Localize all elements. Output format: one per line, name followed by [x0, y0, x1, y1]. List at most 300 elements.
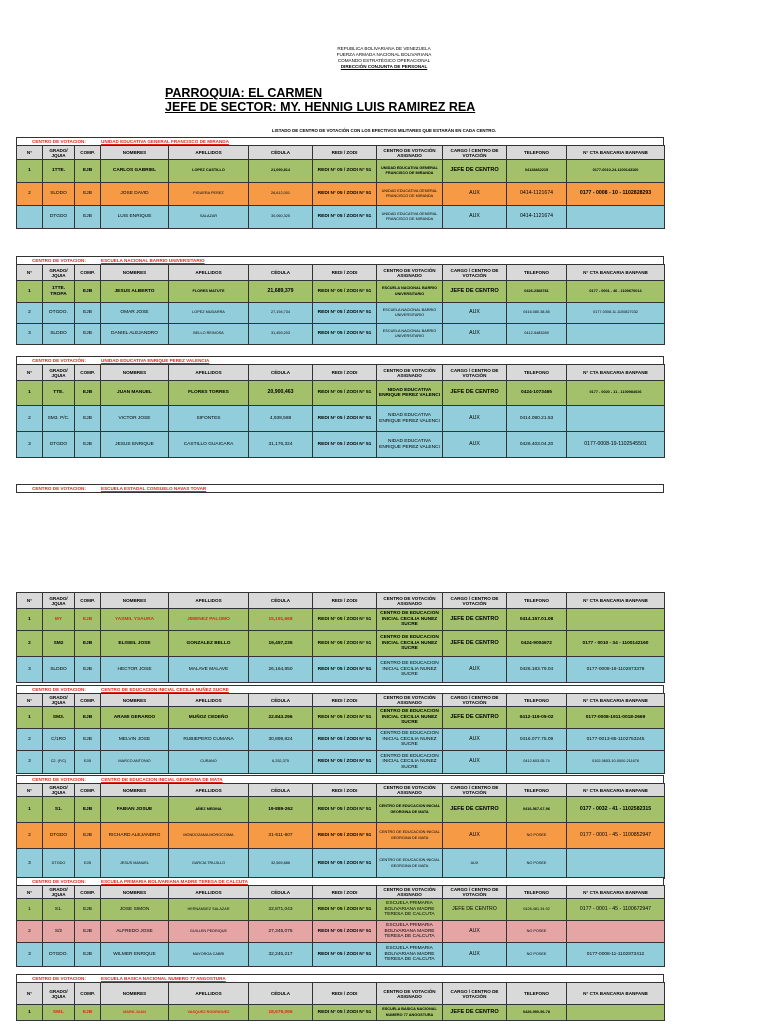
cell-centro: UNIDAD EDUCATIVA GENERAL FRANCISCO DE MIRANDA: [377, 160, 443, 183]
col-nombres: NOMBRES: [101, 983, 169, 1005]
cell-apellidos: GARCIA TRUJILLO: [169, 849, 249, 879]
cell-n: 1: [17, 281, 43, 303]
parroquia-title: PARROQUIA: EL CARMEN: [165, 86, 323, 100]
cell-nombres: MELVIN JOSE: [101, 729, 169, 751]
table-row: [17, 609, 665, 631]
section-6: [16, 775, 664, 879]
cell-telefono: 0426.183.79.04: [507, 657, 567, 683]
cell-grado: SLDDO: [43, 657, 75, 683]
cell-redi: REDI N° 05 / ZODI N° 51: [313, 707, 377, 729]
col-apellidos: APELLIDOS: [169, 983, 249, 1005]
cell-cedula: 4,939,588: [249, 406, 313, 432]
cell-cedula: 32,569,886: [249, 849, 313, 879]
col-grado: GRADO/ JQUIA: [43, 886, 75, 899]
cell-centro: ESCUELA PRIMARIA BOLIVARIANA MADRE TERESA DE CALCUTA: [377, 921, 443, 943]
cell-nombres: RICHARD ALEJANDRO: [101, 823, 169, 849]
cell-centro: CENTRO DE EDUCACION INICIAL CECILIA NUNEZ SUCRE: [377, 729, 443, 751]
cell-centro: NIDAD EDUCATIVA ENRIQUE PEREZ VALENCI: [377, 432, 443, 458]
cell-redi: REDI N° 05 / ZODI N° 51: [313, 797, 377, 823]
cell-cta: [567, 1005, 665, 1021]
cell-nombres: JESUS MANUEL: [101, 849, 169, 879]
col-cedula: CÉDULA: [249, 593, 313, 609]
cell-comp: EJB: [75, 797, 101, 823]
cell-redi: REDI N° 05 / ZODI N° 51: [313, 303, 377, 324]
cell-telefono: NO POSEE: [507, 943, 567, 967]
cell-telefono: 0424-9004672: [507, 631, 567, 657]
col-n: N°: [17, 265, 43, 281]
cell-apellidos: GONZALEZ BELLO: [169, 631, 249, 657]
cell-redi: REDI N° 05 / ZODI N° 51: [313, 381, 377, 406]
table-row: [17, 303, 665, 324]
table-row: [17, 406, 665, 432]
cell-n: 1: [17, 381, 43, 406]
col-redi: REDI / ZODI: [313, 265, 377, 281]
section-4: [16, 592, 664, 683]
cell-comp: EJB: [75, 381, 101, 406]
section-1: [16, 256, 664, 345]
cell-grado: DTGDO.: [43, 943, 75, 967]
col-cargo: CARGO / CENTRO DE VOTACIÓN: [443, 146, 507, 160]
cell-cta: 0177-0008-11-1102873412: [567, 943, 665, 967]
cell-cargo: AUX: [443, 406, 507, 432]
cell-telefono: 0412-5483289: [507, 324, 567, 345]
cell-nombres: LUIS ENRIQUE: [101, 206, 169, 229]
section-5-cv-header: [16, 685, 664, 693]
cell-cargo: AUX: [443, 943, 507, 967]
col-apellidos: APELLIDOS: [169, 593, 249, 609]
cell-telefono: 0426.481.34.92: [507, 899, 567, 921]
cell-nombres: DANIEL ALEJANDRO: [101, 324, 169, 345]
table-row: [17, 899, 665, 921]
cell-cargo: JEFE DE CENTRO: [443, 1005, 507, 1021]
cell-redi: REDI N° 05 / ZODI N° 51: [313, 921, 377, 943]
col-n: N°: [17, 983, 43, 1005]
cell-comp: EJB: [75, 1005, 101, 1021]
cv-name: ESCUELA PRIMARIA BOLIVARIANA MADRE TERESA DE CALCUTA: [101, 879, 248, 884]
cv-label: CENTRO DE VOTACIÓN:: [32, 358, 86, 363]
cell-grado: C2. (F/C): [43, 751, 75, 774]
cell-apellidos: CASTILLO GUAICARA: [169, 432, 249, 458]
column-header-row: [17, 146, 665, 160]
section-3: [16, 484, 664, 493]
cell-cta: [567, 921, 665, 943]
cell-centro: ESCUELA BASICA NACIONAL NUMERO 77 ANGOSTURA: [377, 1005, 443, 1021]
col-cta: N° CTA BANCARIA BANFANB: [567, 593, 665, 609]
cell-telefono: 0426.403.04.20: [507, 432, 567, 458]
cell-centro: UNIDAD EDUCATIVA GENERAL FRANCISCO DE MIRANDA: [377, 183, 443, 206]
cell-n: 3: [17, 657, 43, 683]
cell-telefono: 0412-119-05-02: [507, 707, 567, 729]
cell-cedula: 27,345,075: [249, 921, 313, 943]
cell-n: 2: [17, 303, 43, 324]
cell-apellidos: GUILLEN PEDRIQUE: [169, 921, 249, 943]
cell-cedula: 20,900,463: [249, 381, 313, 406]
cell-cta: 0177-0008-1911-0018-2669: [567, 707, 665, 729]
col-comp: COMP.: [75, 694, 101, 707]
cell-grado: DTGDO: [43, 849, 75, 879]
cell-apellidos: SIFONTES: [169, 406, 249, 432]
col-cedula: CÉDULA: [249, 886, 313, 899]
cell-n: 2: [17, 631, 43, 657]
cell-cargo: JEFE DE CENTRO: [443, 160, 507, 183]
cell-centro: ESCUELA PRIMARIA BOLIVARIANA MADRE TERESA DE CALCUTA: [377, 899, 443, 921]
section-1-cv-header: [16, 256, 664, 264]
cv-label: CENTRO DE VOTACION:: [32, 976, 86, 981]
cell-telefono: 0426-2368781: [507, 281, 567, 303]
cell-redi: REDI N° 05 / ZODI N° 51: [313, 943, 377, 967]
col-grado: GRADO/ JQUIA: [43, 784, 75, 797]
cv-name: CENTRO DE EDUCACION INICIAL CECILIA NUÑEZ SUCRE: [101, 687, 229, 692]
col-redi: REDI / ZODI: [313, 983, 377, 1005]
cell-nombres: VICTOR JOSE: [101, 406, 169, 432]
cell-centro: CENTRO DE EDUCACION INICIAL CECILIA NUNEZ SUCRE: [377, 751, 443, 774]
cell-grado: SM3.: [43, 707, 75, 729]
cell-grado: SM1.: [43, 1005, 75, 1021]
col-redi: REDI / ZODI: [313, 365, 377, 381]
cell-cargo: AUX: [443, 303, 507, 324]
col-nombres: NOMBRES: [101, 593, 169, 609]
cell-n: 1: [17, 1005, 43, 1021]
col-n: N°: [17, 146, 43, 160]
cell-apellidos: LOPEZ MUDARRA: [169, 303, 249, 324]
cell-cta: 0177 - 0020 - 11 - 1100984026: [567, 381, 665, 406]
section-4-table: [16, 592, 665, 683]
cell-n: 3: [17, 432, 43, 458]
col-redi: REDI / ZODI: [313, 886, 377, 899]
table-row: [17, 797, 665, 823]
section-3-cv-header: [16, 484, 664, 493]
cell-apellidos: MUÑOZ CEDEÑO: [169, 707, 249, 729]
cell-cargo: AUX: [443, 823, 507, 849]
column-header-row: [17, 365, 665, 381]
cell-redi: REDI N° 05 / ZODI N° 51: [313, 849, 377, 879]
cell-grado: S/2: [43, 921, 75, 943]
cell-centro: UNIDAD EDUCATIVA GENERAL FRANCISCO DE MIRANDA: [377, 206, 443, 229]
col-grado: GRADO/ JQUIA: [43, 146, 75, 160]
cell-n: 1: [17, 609, 43, 631]
cell-redi: REDI N° 05 / ZODI N° 51: [313, 432, 377, 458]
table-row: [17, 206, 665, 229]
table-row: [17, 324, 665, 345]
cell-cargo: JEFE DE CENTRO: [443, 707, 507, 729]
col-comp: COMP.: [75, 265, 101, 281]
col-centro: CENTRO DE VOTACIÓN ASIGNADO: [377, 593, 443, 609]
col-grado: GRADO/ JQUIA: [43, 983, 75, 1005]
col-cedula: CÉDULA: [249, 146, 313, 160]
cell-apellidos: CURANO: [169, 751, 249, 774]
cell-comp: EJB: [75, 183, 101, 206]
col-cedula: CÉDULA: [249, 694, 313, 707]
cell-cta: 0177 - 0001 - 45 - 1100672947: [567, 899, 665, 921]
col-cedula: CÉDULA: [249, 365, 313, 381]
cell-cta: [567, 609, 665, 631]
cell-redi: REDI N° 05 / ZODI N° 51: [313, 160, 377, 183]
cell-centro: CENTRO DE EDUCACION INICIAL CECILIA NUNEZ SUCRE: [377, 657, 443, 683]
cell-cargo: JEFE DE CENTRO: [443, 609, 507, 631]
col-apellidos: APELLIDOS: [169, 784, 249, 797]
cell-cedula: 21,090,814: [249, 160, 313, 183]
col-n: N°: [17, 365, 43, 381]
cell-grado: DTGDO: [43, 206, 75, 229]
cell-centro: ESCUELA PRIMARIA BOLIVARIANA MADRE TERESA DE CALCUTA: [377, 943, 443, 967]
col-apellidos: APELLIDOS: [169, 146, 249, 160]
cell-telefono: 04128462215: [507, 160, 567, 183]
cell-n: 2: [17, 823, 43, 849]
cell-grado: 1TTE. TROPA: [43, 281, 75, 303]
table-row: [17, 631, 665, 657]
cv-name: UNIDAD EDUCATIVA GENERAL FRANCISCO DE MIRANDA: [101, 139, 229, 144]
cell-redi: REDI N° 05 / ZODI N° 51: [313, 899, 377, 921]
cell-cargo: AUX: [443, 432, 507, 458]
cell-cedula: 21,689,379: [249, 281, 313, 303]
cell-apellidos: MAYORGA CABRI: [169, 943, 249, 967]
col-n: N°: [17, 886, 43, 899]
section-8-table: [16, 982, 665, 1021]
table-row: [17, 432, 665, 458]
cell-nombres: ALFREDO JOSE: [101, 921, 169, 943]
col-grado: GRADO/ JQUIA: [43, 593, 75, 609]
cell-centro: ESCUELA NACIONAL BARRIO UNIVERSITARIO: [377, 324, 443, 345]
cell-n: 2: [17, 183, 43, 206]
section-2-table: [16, 364, 665, 458]
cell-centro: ESCUELA NACIONAL BARRIO UNIVERSITARIO: [377, 303, 443, 324]
cell-nombres: OMAR JOSE: [101, 303, 169, 324]
cell-redi: REDI N° 05 / ZODI N° 51: [313, 751, 377, 774]
col-telefono: TELEFONO: [507, 365, 567, 381]
header-comando: COMANDO ESTRATÉGICO OPERACIONAL: [337, 58, 431, 63]
cell-cedula: 31,459,203: [249, 324, 313, 345]
col-cta: N° CTA BANCARIA BANFANB: [567, 886, 665, 899]
section-1-table: [16, 264, 665, 345]
cell-nombres: JOSE DAVID: [101, 183, 169, 206]
cell-grado: TTE.: [43, 381, 75, 406]
section-8: [16, 974, 664, 1021]
table-row: [17, 381, 665, 406]
cell-cargo: JEFE DE CENTRO: [443, 899, 507, 921]
table-row: [17, 1005, 665, 1021]
col-cargo: CARGO / CENTRO DE VOTACIÓN: [443, 694, 507, 707]
col-centro: CENTRO DE VOTACIÓN ASIGNADO: [377, 146, 443, 160]
col-redi: REDI / ZODI: [313, 694, 377, 707]
cell-telefono: 0414.080.21.53: [507, 406, 567, 432]
col-nombres: NOMBRES: [101, 265, 169, 281]
cell-cargo: AUX: [443, 657, 507, 683]
cell-apellidos: SALAZAR: [169, 206, 249, 229]
cell-n: 3: [17, 943, 43, 967]
col-centro: CENTRO DE VOTACIÓN ASIGNADO: [377, 784, 443, 797]
cell-centro: CENTRO DE EDUCACION INICIAL CECILIA NUNEZ SUCRE: [377, 631, 443, 657]
cell-grado: C/1RO: [43, 729, 75, 751]
cell-comp: EJB: [75, 406, 101, 432]
table-row: [17, 943, 665, 967]
cell-redi: REDI N° 05 / ZODI N° 51: [313, 324, 377, 345]
cell-nombres: JESUS ALBERTO: [101, 281, 169, 303]
cell-nombres: HECTOR JOSE: [101, 657, 169, 683]
cell-cta: 0177-0008-19-1102545501: [567, 432, 665, 458]
cell-redi: REDI N° 05 / ZODI N° 51: [313, 823, 377, 849]
cell-telefono: 0416.080.38.85: [507, 303, 567, 324]
col-telefono: TELEFONO: [507, 265, 567, 281]
col-cedula: CÉDULA: [249, 784, 313, 797]
column-header-row: [17, 886, 665, 899]
header-republica: REPUBLICA BOLIVARIANA DE VENEZUELA: [337, 46, 431, 51]
cell-telefono: 0416.077.75.09: [507, 729, 567, 751]
col-cta: N° CTA BANCARIA BANFANB: [567, 265, 665, 281]
cell-telefono: 0414-1121674: [507, 206, 567, 229]
header-direccion: DIRECCIÓN CONJUNTA DE PERSONAL: [340, 64, 428, 69]
table-row: [17, 183, 665, 206]
cell-cedula: 30,060,325: [249, 206, 313, 229]
cell-grado: S1.: [43, 797, 75, 823]
section-2: [16, 356, 664, 458]
cell-cta: 0177-0008-18-1102873378: [567, 657, 665, 683]
cell-comp: EJB: [75, 921, 101, 943]
col-cargo: CARGO / CENTRO DE VOTACIÓN: [443, 784, 507, 797]
col-cta: N° CTA BANCARIA BANFANB: [567, 365, 665, 381]
section-6-cv-header: [16, 775, 664, 783]
cell-cargo: AUX: [443, 206, 507, 229]
section-6-table: [16, 783, 665, 879]
section-5-table: [16, 693, 665, 774]
cell-n: 1: [17, 899, 43, 921]
col-apellidos: APELLIDOS: [169, 265, 249, 281]
cell-cedula: 22,871,043: [249, 899, 313, 921]
cell-comp: EJB: [75, 657, 101, 683]
cv-label: CENTRO DE VOTACION:: [32, 687, 86, 692]
col-redi: REDI / ZODI: [313, 146, 377, 160]
cell-apellidos: LOPEZ CASTILLO: [169, 160, 249, 183]
cell-n: 2: [17, 729, 43, 751]
cell-nombres: WILMER ENRIQUE: [101, 943, 169, 967]
cell-n: 1: [17, 707, 43, 729]
cell-grado: 1TTE.: [43, 160, 75, 183]
cell-cargo: JEFE DE CENTRO: [443, 281, 507, 303]
cell-cta: [567, 406, 665, 432]
cell-cedula: 30,899,824: [249, 729, 313, 751]
col-nombres: NOMBRES: [101, 146, 169, 160]
col-telefono: TELEFONO: [507, 694, 567, 707]
col-n: N°: [17, 784, 43, 797]
cell-comp: EJB: [75, 631, 101, 657]
cell-apellidos: FLORES TORRES: [169, 381, 249, 406]
table-row: [17, 921, 665, 943]
cell-cedula: 19,457,235: [249, 631, 313, 657]
column-header-row: [17, 784, 665, 797]
cell-cargo: AUX: [443, 729, 507, 751]
cell-redi: REDI N° 05 / ZODI N° 51: [313, 1005, 377, 1021]
cell-comp: EJB: [75, 303, 101, 324]
col-grado: GRADO/ JQUIA: [43, 365, 75, 381]
column-header-row: [17, 593, 665, 609]
cell-n: 1: [17, 160, 43, 183]
cell-grado: S1.: [43, 899, 75, 921]
cell-cedula: 26,164,850: [249, 657, 313, 683]
cell-redi: REDI N° 05 / ZODI N° 51: [313, 609, 377, 631]
cell-apellidos: HERNANDEZ SALAZAR: [169, 899, 249, 921]
cv-label: CENTRO DE VOTACION:: [32, 777, 86, 782]
table-row: [17, 729, 665, 751]
section-0-cv-header: [16, 137, 664, 145]
section-2-cv-header: [16, 356, 664, 364]
col-telefono: TELEFONO: [507, 983, 567, 1005]
cell-telefono: 0412.603.05.74: [507, 751, 567, 774]
cell-grado: DTGDO: [43, 823, 75, 849]
cell-cedula: 19-889-262: [249, 797, 313, 823]
cell-centro: CENTRO DE EDUCACION INICIAL GEORGINA DE MATA: [377, 849, 443, 879]
cell-nombres: MARK JUAN: [101, 1005, 169, 1021]
table-row: [17, 707, 665, 729]
col-comp: COMP.: [75, 365, 101, 381]
cell-grado: DTGDO: [43, 432, 75, 458]
col-centro: CENTRO DE VOTACIÓN ASIGNADO: [377, 365, 443, 381]
cell-comp: EJB: [75, 281, 101, 303]
col-nombres: NOMBRES: [101, 365, 169, 381]
cell-n: [17, 206, 43, 229]
col-telefono: TELEFONO: [507, 146, 567, 160]
cell-cargo: JEFE DE CENTRO: [443, 631, 507, 657]
col-telefono: TELEFONO: [507, 886, 567, 899]
cell-n: 3: [17, 849, 43, 879]
col-cedula: CÉDULA: [249, 265, 313, 281]
cell-grado: SLDDO: [43, 324, 75, 345]
cell-n: 1: [17, 797, 43, 823]
table-row: [17, 751, 665, 774]
col-cargo: CARGO / CENTRO DE VOTACIÓN: [443, 593, 507, 609]
column-header-row: [17, 983, 665, 1005]
col-comp: COMP.: [75, 983, 101, 1005]
cell-telefono: NO POSEE: [507, 823, 567, 849]
col-comp: COMP.: [75, 784, 101, 797]
cell-redi: REDI N° 05 / ZODI N° 51: [313, 183, 377, 206]
col-apellidos: APELLIDOS: [169, 694, 249, 707]
cell-apellidos: RUBIEPERO CUMANA: [169, 729, 249, 751]
cell-nombres: JESUS ENRIQUE: [101, 432, 169, 458]
table-row: [17, 657, 665, 683]
cell-comp: EJB: [75, 943, 101, 967]
cv-name: ESCUELA ESTADAL CONSUELO NAVAS TOVAR: [101, 486, 207, 491]
col-n: N°: [17, 593, 43, 609]
table-row: [17, 849, 665, 879]
section-7-cv-header: [16, 877, 664, 885]
cell-centro: CENTRO DE EDUCACION INICIAL GEORGINA DE MATA: [377, 797, 443, 823]
cell-apellidos: FLORES MATUTE: [169, 281, 249, 303]
cell-telefono: 0416-567-67-96: [507, 797, 567, 823]
cv-name: CENTRO DE EDUCACION INICIAL GEORGINA DE MATA: [101, 777, 223, 782]
cell-cta: 0102-0653-10-0000-211676: [567, 751, 665, 774]
cell-cedula: 6,252,375: [249, 751, 313, 774]
column-header-row: [17, 265, 665, 281]
table-row: [17, 160, 665, 183]
col-centro: CENTRO DE VOTACIÓN ASIGNADO: [377, 694, 443, 707]
cell-cedula: 27,194,734: [249, 303, 313, 324]
cell-comp: EJB: [75, 729, 101, 751]
section-0-table: [16, 145, 665, 229]
col-comp: COMP.: [75, 593, 101, 609]
cell-cta: 0177 - 0010 - 34 - 1100142160: [567, 631, 665, 657]
cell-apellidos: AÑEZ MEDINA: [169, 797, 249, 823]
cell-cta: 0177 - 0008 - 10 - 1102828293: [567, 183, 665, 206]
cell-grado: SM3. P/C.: [43, 406, 75, 432]
section-0: [16, 137, 664, 229]
col-redi: REDI / ZODI: [313, 784, 377, 797]
listing-caption: LISTADO DE CENTRO DE VOTACIÓN CON LOS EFECTIVOS MILITARES QUE ESTARÁN EN CADA CENTRO.: [271, 128, 497, 133]
cell-nombres: JUAN MANUEL: [101, 381, 169, 406]
cell-redi: REDI N° 05 / ZODI N° 51: [313, 729, 377, 751]
col-centro: CENTRO DE VOTACIÓN ASIGNADO: [377, 983, 443, 1005]
cell-cta: 0177 - 0001 - 45 - 1100852947: [567, 823, 665, 849]
cell-cta: 0177 - 0001 - 46 - 1100670014: [567, 281, 665, 303]
cell-cargo: JEFE DE CENTRO: [443, 381, 507, 406]
